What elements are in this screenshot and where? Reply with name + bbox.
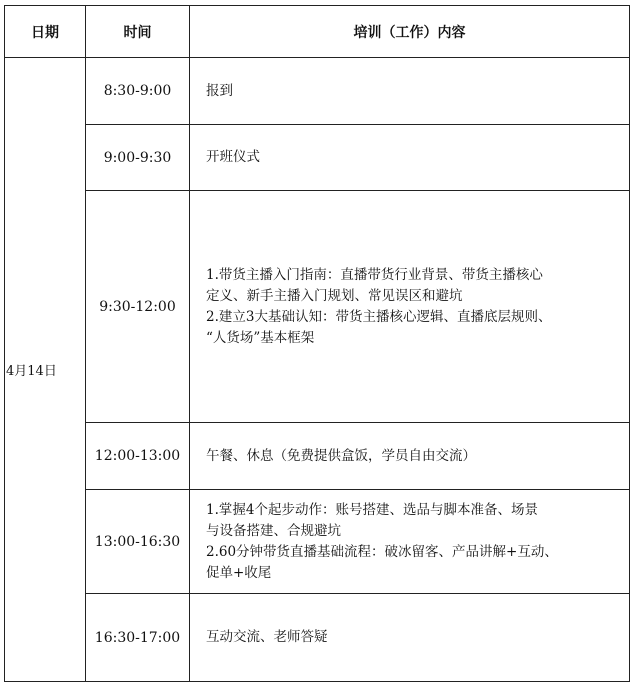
content-line: 午餐、休息（免费提供盒饭，学员自由交流） <box>206 447 476 464</box>
content-line: 促单+收尾 <box>206 564 272 581</box>
header-time: 时间 <box>86 6 190 58</box>
content-cell <box>190 58 630 125</box>
table-row <box>5 58 630 125</box>
time-cell: 13:00-16:30 <box>86 490 190 594</box>
table-row <box>5 191 630 423</box>
header-date: 日期 <box>5 6 86 58</box>
time-cell: 16:30-17:00 <box>86 594 190 682</box>
content-cell <box>190 125 630 191</box>
table-row <box>5 490 630 594</box>
content-cell <box>190 191 630 423</box>
content-line: 1.掌握4个起步动作：账号搭建、选品与脚本准备、场景 <box>206 501 538 518</box>
content-line: 2.建立3大基础认知：带货主播核心逻辑、直播底层规则、 <box>206 308 552 325</box>
time-cell: 9:30-12:00 <box>86 191 190 423</box>
content-cell <box>190 594 630 682</box>
table-row <box>5 594 630 682</box>
time-cell: 8:30-9:00 <box>86 58 190 125</box>
content-line: 互动交流、老师答疑 <box>206 629 328 645</box>
time-cell: 9:00-9:30 <box>86 125 190 191</box>
content-line: 2.60分钟带货直播基础流程：破冰留客、产品讲解+互动、 <box>206 543 558 560</box>
table-row <box>5 125 630 191</box>
content-line: 开班仪式 <box>206 149 260 165</box>
header-content: 培训（工作）内容 <box>190 6 630 58</box>
content-line: 定义、新手主播入门规划、常见误区和避坑 <box>206 287 463 304</box>
content-cell <box>190 490 630 594</box>
schedule-table <box>4 5 630 682</box>
content-line: “人货场”基本框架 <box>206 329 315 346</box>
time-cell: 12:00-13:00 <box>86 423 190 490</box>
content-cell <box>190 423 630 490</box>
content-line: 与设备搭建、合规避坑 <box>206 522 341 539</box>
content-line: 1.带货主播入门指南：直播带货行业背景、带货主播核心 <box>206 266 543 283</box>
table-row <box>5 423 630 490</box>
content-line: 报到 <box>206 82 233 99</box>
date-cell: 4月14日 <box>5 58 86 682</box>
header-row <box>5 6 630 58</box>
